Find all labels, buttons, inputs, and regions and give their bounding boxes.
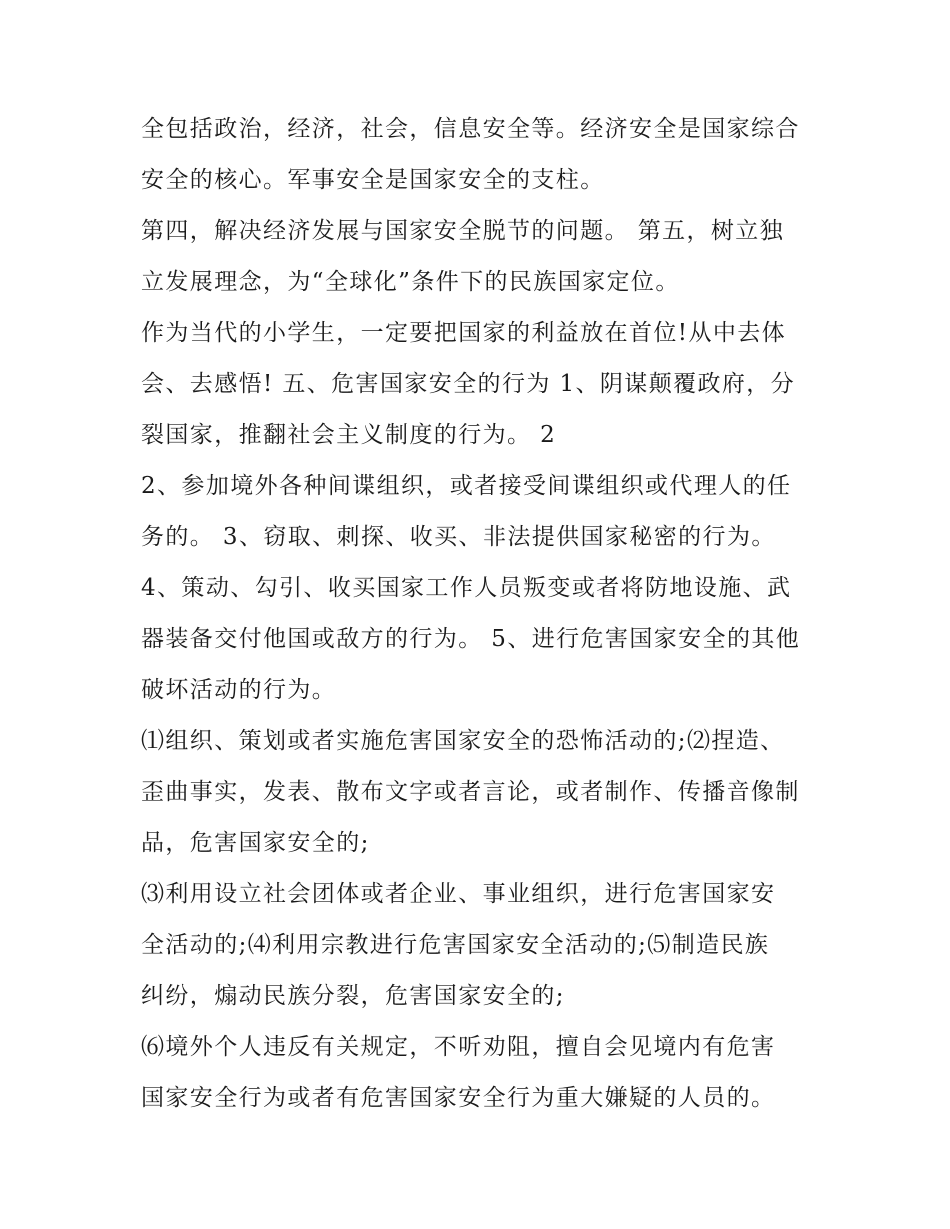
- text-line: 第四，解决经济发展与国家安全脱节的问题。 第五，树立独: [141, 218, 785, 244]
- text-line: 歪曲事实，发表、散布文字或者言论，或者制作、传播音像制: [141, 779, 800, 805]
- text-line: 破坏活动的行为。: [141, 677, 337, 703]
- text-line: 作为当代的小学生，一定要把国家的利益放在首位!从中去体: [141, 320, 787, 346]
- text-line: ⑶利用设立社会团体或者企业、事业组织，进行危害国家安: [141, 881, 776, 907]
- text-line: 器装备交付他国或敌方的行为。 5、进行危害国家安全的其他: [141, 626, 801, 652]
- text-line: 会、去感悟! 五、危害国家安全的行为 1、阴谋颠覆政府，分: [141, 371, 796, 397]
- text-line: 裂国家，推翻社会主义制度的行为。 2: [141, 422, 557, 448]
- paragraph: [141, 206, 821, 308]
- document-body: [141, 104, 821, 1124]
- text-line: 4、策动、勾引、收买国家工作人员叛变或者将防地设施、武: [141, 575, 792, 601]
- text-line: 务的。 3、窃取、刺探、收买、非法提供国家秘密的行为。: [141, 524, 776, 550]
- text-line: 国家安全行为或者有危害国家安全行为重大嫌疑的人员的。: [141, 1085, 776, 1111]
- text-line: 安全的核心。军事安全是国家安全的支柱。: [141, 167, 605, 193]
- paragraph: [141, 563, 821, 716]
- text-line: 品，危害国家安全的;: [141, 830, 370, 856]
- paragraph: [141, 869, 821, 1022]
- text-line: ⑴组织、策划或者实施危害国家安全的恐怖活动的;⑵捏造、: [141, 728, 785, 754]
- paragraph: [141, 461, 821, 563]
- text-line: 全活动的;⑷利用宗教进行危害国家安全活动的;⑸制造民族: [141, 932, 770, 958]
- paragraph: [141, 308, 821, 461]
- paragraph: [141, 104, 821, 206]
- text-line: 全包括政治，经济，社会，信息安全等。经济安全是国家综合: [141, 116, 800, 142]
- paragraph: [141, 716, 821, 869]
- text-line: 纠纷，煽动民族分裂，危害国家安全的;: [141, 983, 565, 1009]
- paragraph: [141, 1022, 821, 1124]
- text-line: ⑹境外个人违反有关规定，不听劝阻，擅自会见境内有危害: [141, 1034, 776, 1060]
- text-line: 2、参加境外各种间谍组织，或者接受间谍组织或代理人的任: [141, 473, 792, 499]
- text-line: 立发展理念，为“全球化”条件下的民族国家定位。: [141, 269, 680, 295]
